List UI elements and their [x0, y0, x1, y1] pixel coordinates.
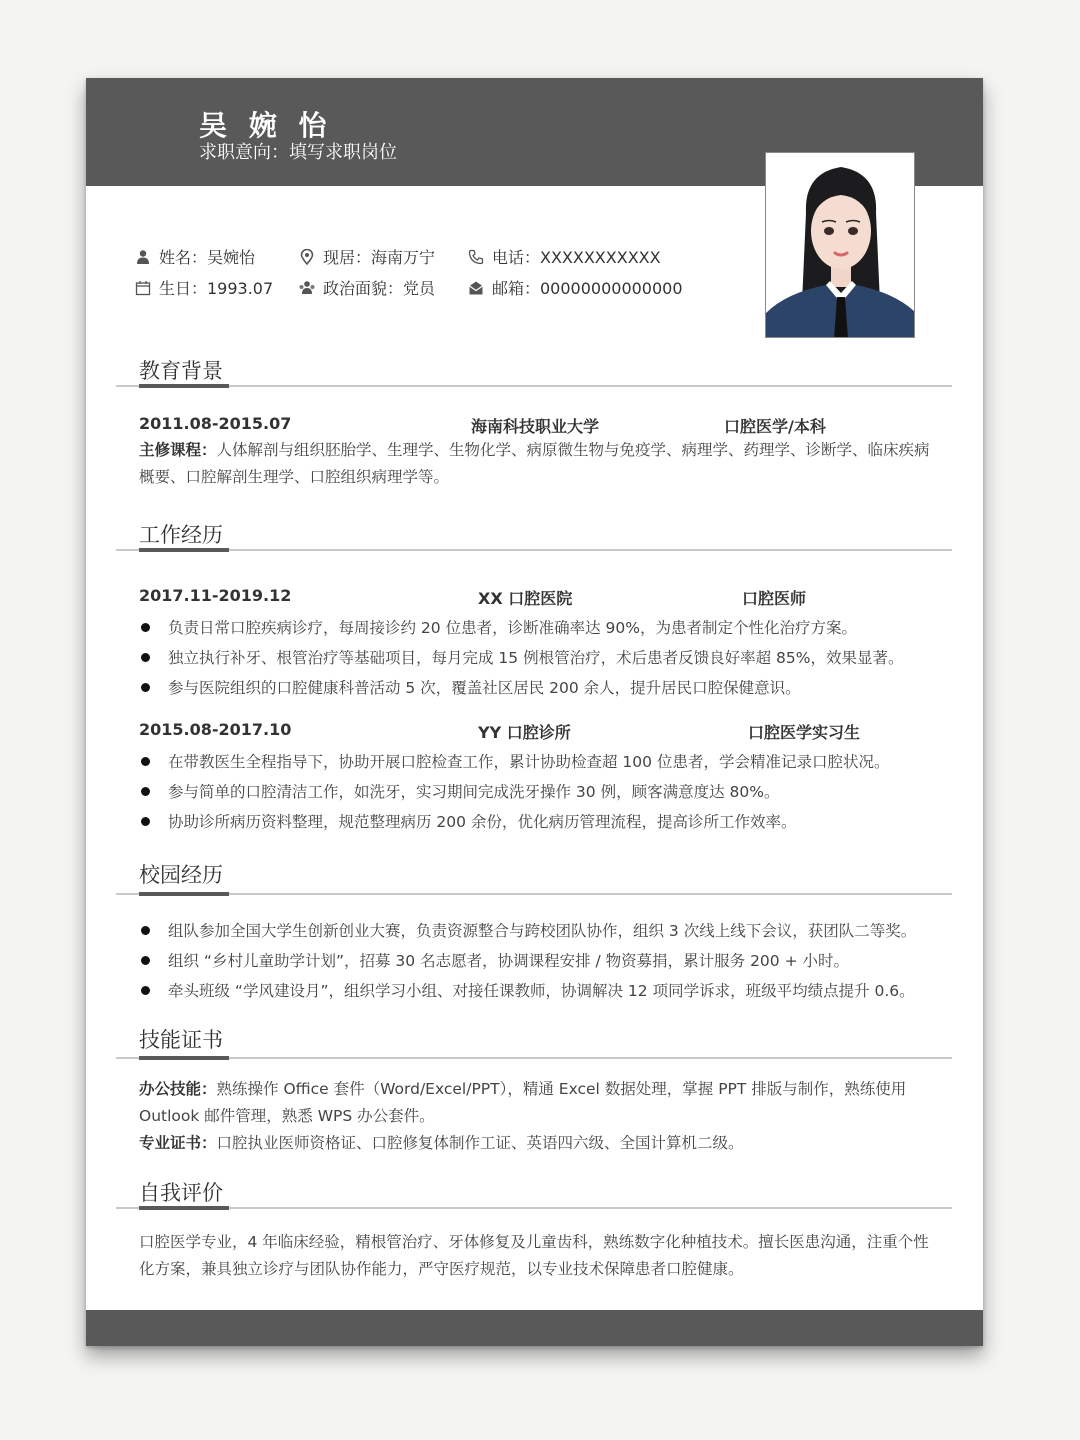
section-title-campus: 校园经历 — [139, 863, 223, 887]
section-title-skills: 技能证书 — [139, 1028, 223, 1052]
portrait-image — [766, 153, 915, 338]
section-divider — [116, 893, 952, 895]
location-pin-icon — [298, 248, 316, 266]
education-school: 海南科技职业大学 — [471, 417, 600, 436]
job-role: 口腔医师 — [742, 589, 807, 608]
section-title-self: 自我评价 — [139, 1181, 223, 1205]
skills-office: 办公技能：熟练操作 Office 套件（Word/Excel/PPT），精通 Excel 数据处理，掌握 PPT 排版与制作，熟练使用 Outlook 邮件管理，熟悉 WPS 办公套件。 — [139, 1080, 907, 1125]
list-item: 牵头班级 “学风建设月”，组织学习小组、对接任课教师，协调解决 12 项同学诉求，班级平均绩点提升 0.6。 — [139, 979, 915, 1001]
info-politics: 政治面貌：党员 — [298, 276, 435, 299]
profile-photo — [765, 152, 915, 338]
info-location: 现居：海南万宁 — [298, 245, 435, 268]
job-date: 2015.08-2017.10 — [139, 720, 292, 739]
group-icon — [298, 279, 316, 297]
education-major: 口腔医学/本科 — [724, 417, 826, 436]
info-phone: 电话：XXXXXXXXXXX — [467, 245, 661, 268]
section-accent-bar — [139, 384, 229, 388]
section-accent-bar — [139, 1206, 229, 1210]
job-intent: 求职意向：填写求职岗位 — [199, 142, 397, 163]
footer-band — [86, 1310, 983, 1346]
self-evaluation-text: 口腔医学专业，4 年临床经验，精根管治疗、牙体修复及儿童齿科，熟练数字化种植技术。擅长医患沟通，注重个性化方案，兼具独立诊疗与团队协作能力，严守医疗规范，以专业技术保障患者口腔健康。 — [139, 1233, 929, 1278]
mail-icon — [467, 279, 485, 297]
info-email: 邮箱：00000000000000 — [467, 276, 683, 299]
job-org: YY 口腔诊所 — [478, 723, 571, 742]
person-icon — [134, 248, 152, 266]
education-courses: 主修课程：人体解剖与组织胚胎学、生理学、生物化学、病原微生物与免疫学、病理学、药理学、诊断学、临床疾病概要、口腔解剖生理学、口腔组织病理学等。 — [139, 441, 930, 486]
list-item: 参与医院组织的口腔健康科普活动 5 次，覆盖社区居民 200 余人，提升居民口腔保健意识。 — [139, 676, 801, 698]
resume-page — [86, 78, 983, 1346]
job-date: 2017.11-2019.12 — [139, 586, 292, 605]
list-item: 独立执行补牙、根管治疗等基础项目，每月完成 15 例根管治疗，术后患者反馈良好率超 85%，效果显著。 — [139, 646, 903, 668]
section-title-education: 教育背景 — [139, 359, 223, 383]
list-item: 参与简单的口腔清洁工作，如洗牙，实习期间完成洗牙操作 30 例，顾客满意度达 80%。 — [139, 780, 779, 802]
list-item: 负责日常口腔疾病诊疗，每周接诊约 20 位患者，诊断准确率达 90%，为患者制定个性化治疗方案。 — [139, 616, 857, 638]
section-divider — [116, 385, 952, 387]
job-role: 口腔医学实习生 — [748, 723, 861, 742]
section-divider — [116, 549, 952, 551]
list-item: 组织 “乡村儿童助学计划”，招募 30 名志愿者，协调课程安排 / 物资募捐，累计服务 200 + 小时。 — [139, 949, 849, 971]
list-item: 组队参加全国大学生创新创业大赛，负责资源整合与跨校团队协作，组织 3 次线上线下会议，获团队二等奖。 — [139, 919, 916, 941]
calendar-icon — [134, 279, 152, 297]
section-accent-bar — [139, 548, 229, 552]
education-date: 2011.08-2015.07 — [139, 414, 292, 433]
phone-icon — [467, 248, 485, 266]
section-divider — [116, 1057, 952, 1059]
section-divider — [116, 1207, 952, 1209]
candidate-name: 吴 婉 怡 — [199, 109, 333, 142]
section-accent-bar — [139, 1056, 229, 1060]
skills-cert: 专业证书：口腔执业医师资格证、口腔修复体制作工证、英语四六级、全国计算机二级。 — [139, 1134, 744, 1152]
list-item: 协助诊所病历资料整理，规范整理病历 200 余份，优化病历管理流程，提高诊所工作效率。 — [139, 810, 796, 832]
section-accent-bar — [139, 892, 229, 896]
info-birth: 生日：1993.07 — [134, 276, 273, 299]
job-org: XX 口腔医院 — [478, 589, 573, 608]
list-item: 在带教医生全程指导下，协助开展口腔检查工作，累计协助检查超 100 位患者，学会精准记录口腔状况。 — [139, 750, 889, 772]
section-title-work: 工作经历 — [139, 523, 223, 547]
info-name: 姓名：吴婉怡 — [134, 245, 255, 268]
